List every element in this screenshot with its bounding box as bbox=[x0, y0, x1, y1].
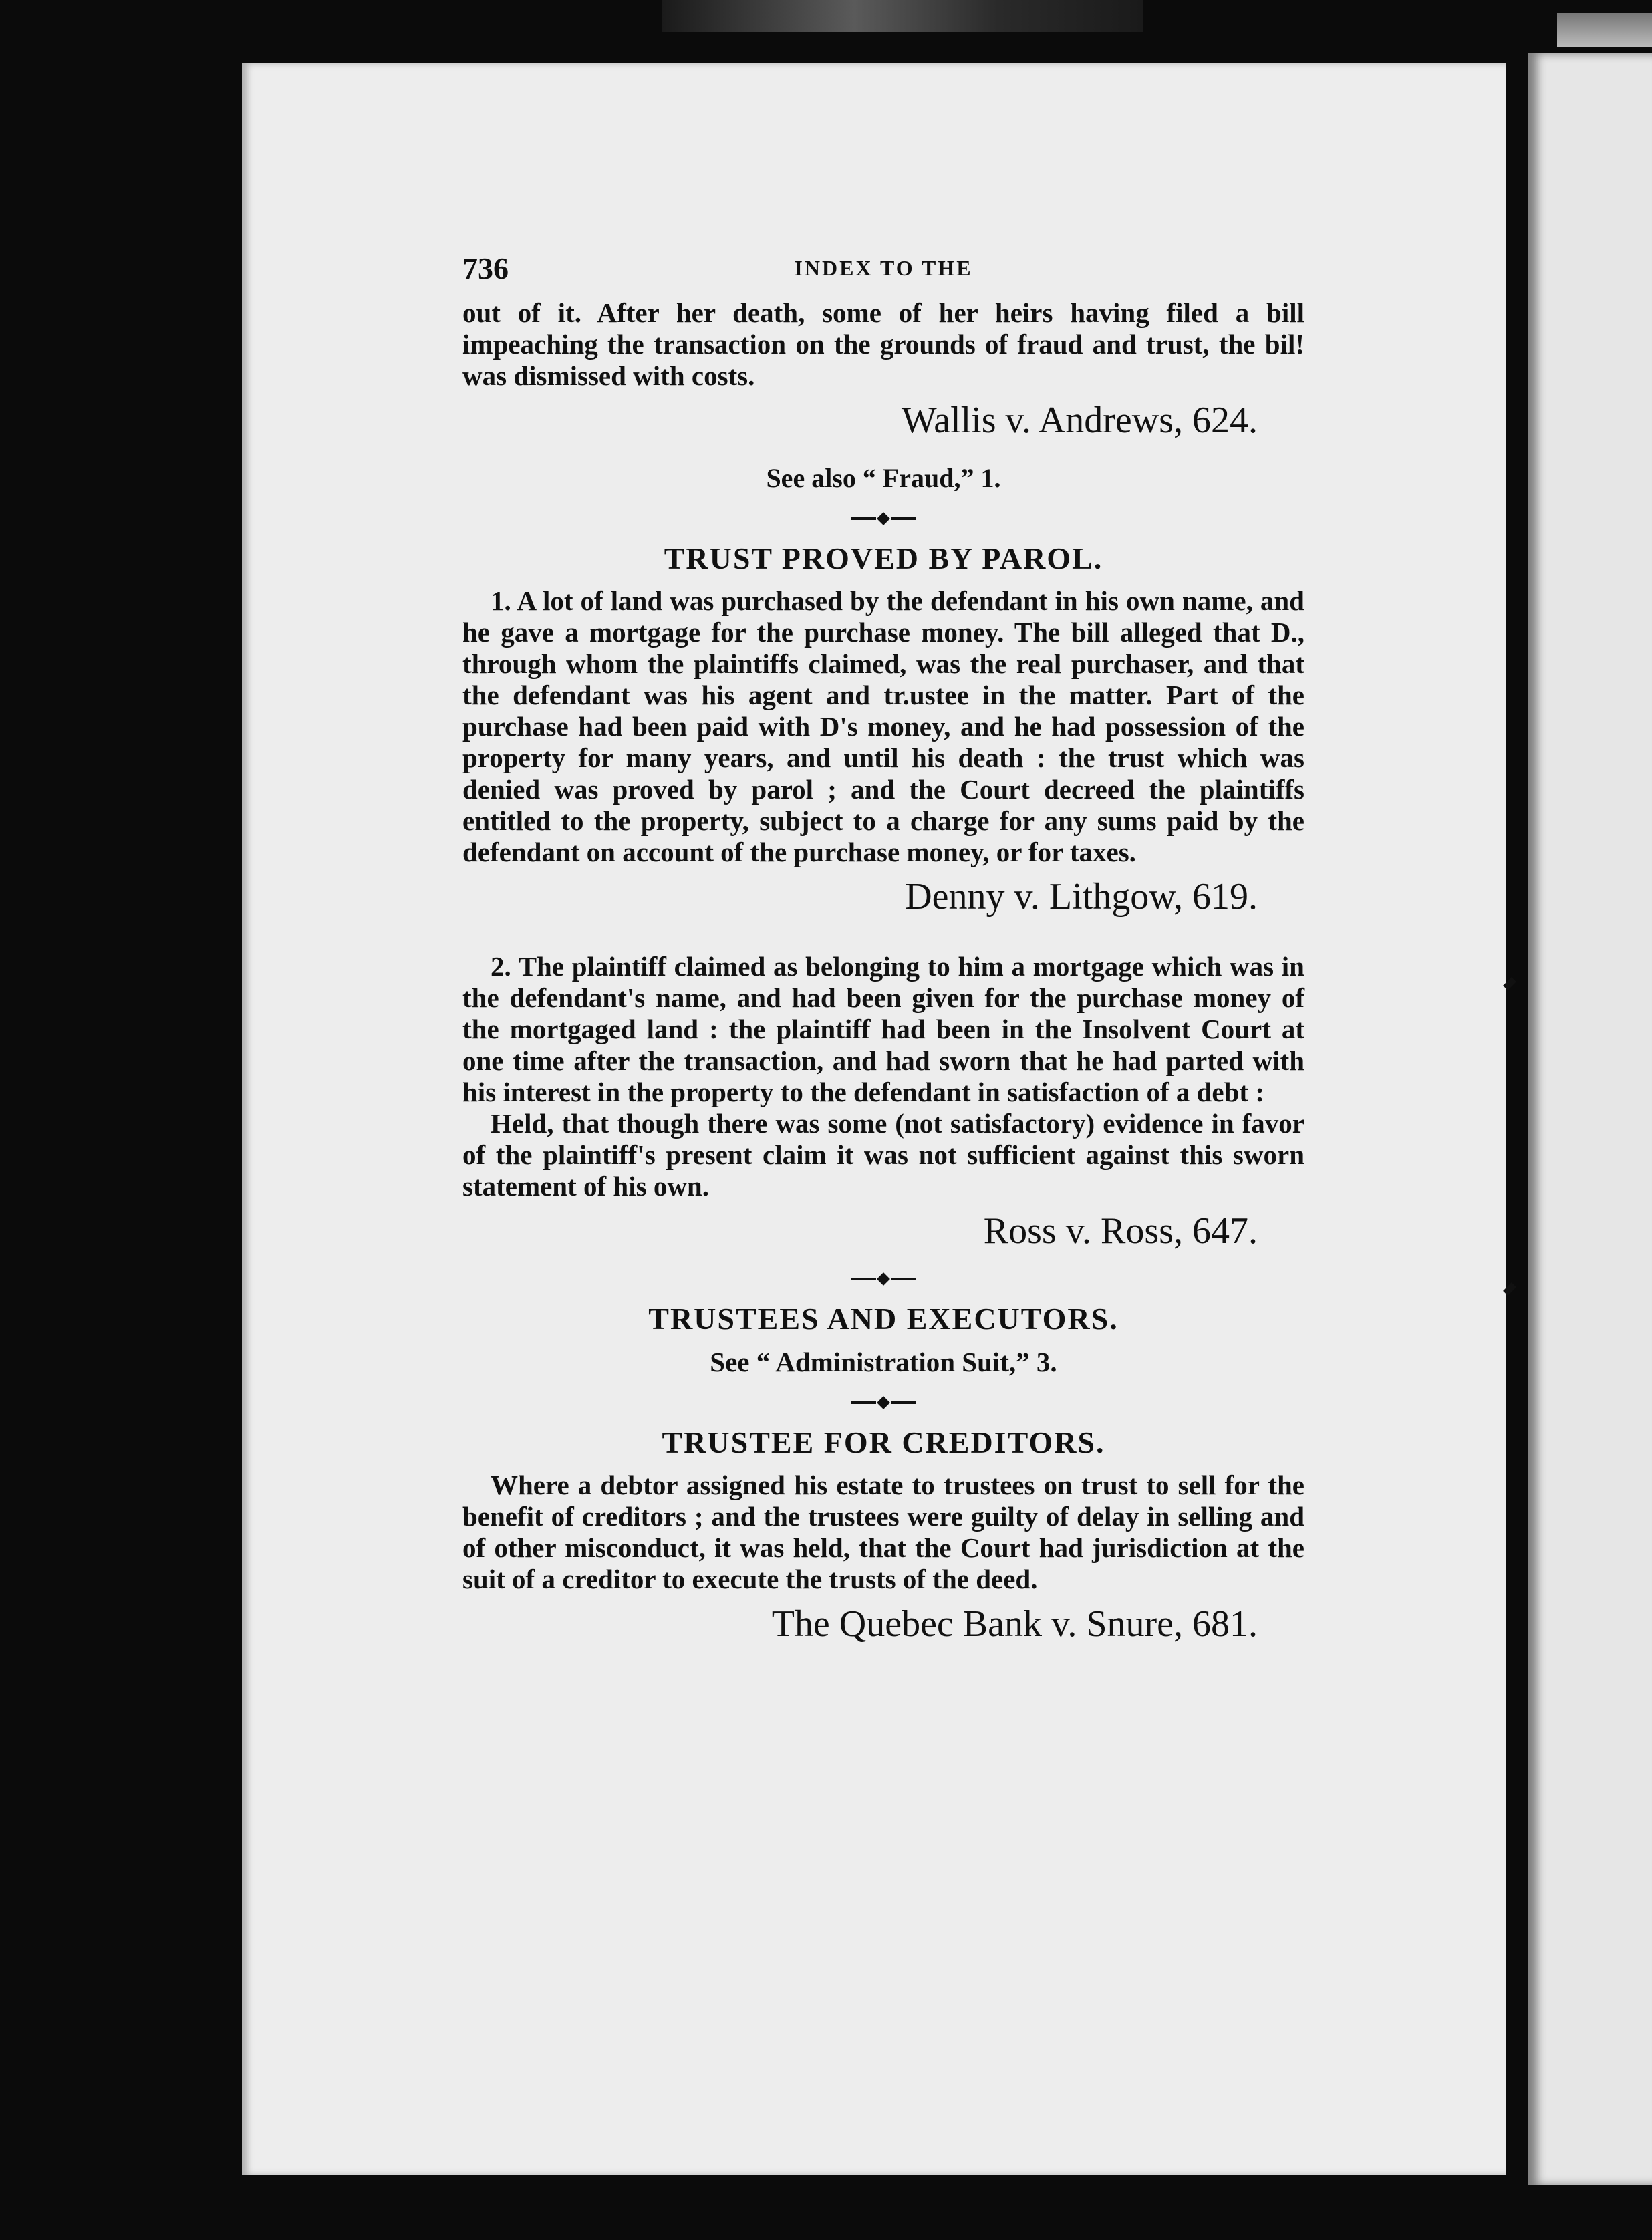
text-block bbox=[462, 251, 1304, 1647]
section-heading: TRUSTEE FOR CREDITORS. bbox=[662, 1425, 1105, 1459]
running-head bbox=[462, 251, 1304, 297]
divider-line bbox=[891, 1278, 916, 1280]
case-citation: Ross v. Ross, 647. bbox=[983, 1210, 1258, 1252]
cross-reference: See “ Administration Suit,” 3. bbox=[710, 1347, 1057, 1377]
case-citation: Denny v. Lithgow, 619. bbox=[905, 876, 1258, 918]
scan-top-right-edge bbox=[1557, 13, 1652, 47]
section-divider bbox=[462, 1386, 1304, 1419]
diamond-icon bbox=[877, 1272, 890, 1286]
continuation-paragraph: out of it. After her death, some of her heirs having filed a bill impeaching the transaction on the grounds of fraud and trust, the bil! was dismissed with costs. bbox=[462, 297, 1304, 391]
running-head-title: INDEX TO THE bbox=[794, 256, 973, 280]
margin-mark bbox=[1503, 977, 1516, 990]
case-citation: Wallis v. Andrews, 624. bbox=[901, 400, 1258, 441]
diamond-icon bbox=[877, 512, 890, 525]
case-citation: The Quebec Bank v. Snure, 681. bbox=[771, 1603, 1258, 1645]
divider-line bbox=[891, 517, 916, 520]
margin-mark bbox=[1503, 1282, 1516, 1296]
entry-paragraph: Where a debtor assigned his estate to trustees on trust to sell for the benefit of creditors ; and the trustees were guilty of delay in selling and of other misconduct, it was held, that the Court had jurisdiction at the suit of a creditor to execute the trusts of the deed. bbox=[462, 1469, 1304, 1594]
section-heading: TRUSTEES AND EXECUTORS. bbox=[648, 1302, 1119, 1336]
divider-line bbox=[851, 1278, 876, 1280]
diamond-icon bbox=[877, 1396, 890, 1409]
section-heading: TRUST PROVED BY PAROL. bbox=[664, 541, 1103, 575]
page-number: 736 bbox=[462, 251, 509, 285]
scan-top-edge bbox=[662, 0, 1143, 32]
divider-line bbox=[851, 517, 876, 520]
divider-line bbox=[891, 1401, 916, 1404]
entry-paragraph: 2. The plaintiff claimed as belonging to him a mortgage which was in the defendant's name, and had been given for the purchase money of the mortgaged land : the plaintiff had been in the Insolvent Court at one time after the transaction, and had sworn that he had parted with his interest in the property to the defendant in satisfaction of a debt : bbox=[462, 951, 1304, 1107]
held-paragraph: Held, that though there was some (not satisfactory) evidence in favor of the plaintiff's present claim it was not sufficient against this sworn statement of his own. bbox=[462, 1108, 1304, 1202]
cross-reference: See also “ Fraud,” 1. bbox=[766, 463, 1001, 493]
entry-paragraph: 1. A lot of land was purchased by the defendant in his own name, and he gave a mortgage for the purchase money. The bill alleged that D., through whom the plaintiffs claimed, was the real purchaser, and that the defendant was his agent and tr.ustee in the matter. Part of the purchase had been paid with D's money, and he had possession of the property for many years, and until his death : the trust which was denied was proved by parol ; and the Court decreed the plaintiffs entitled to the property, subject to a charge for any sums paid by the defendant on account of the purchase money, or for taxes. bbox=[462, 585, 1304, 867]
section-divider bbox=[462, 502, 1304, 535]
book-page bbox=[242, 63, 1506, 2175]
spacer bbox=[462, 920, 1304, 951]
divider-line bbox=[851, 1401, 876, 1404]
section-divider bbox=[462, 1262, 1304, 1296]
adjacent-page-edge bbox=[1528, 53, 1652, 2185]
